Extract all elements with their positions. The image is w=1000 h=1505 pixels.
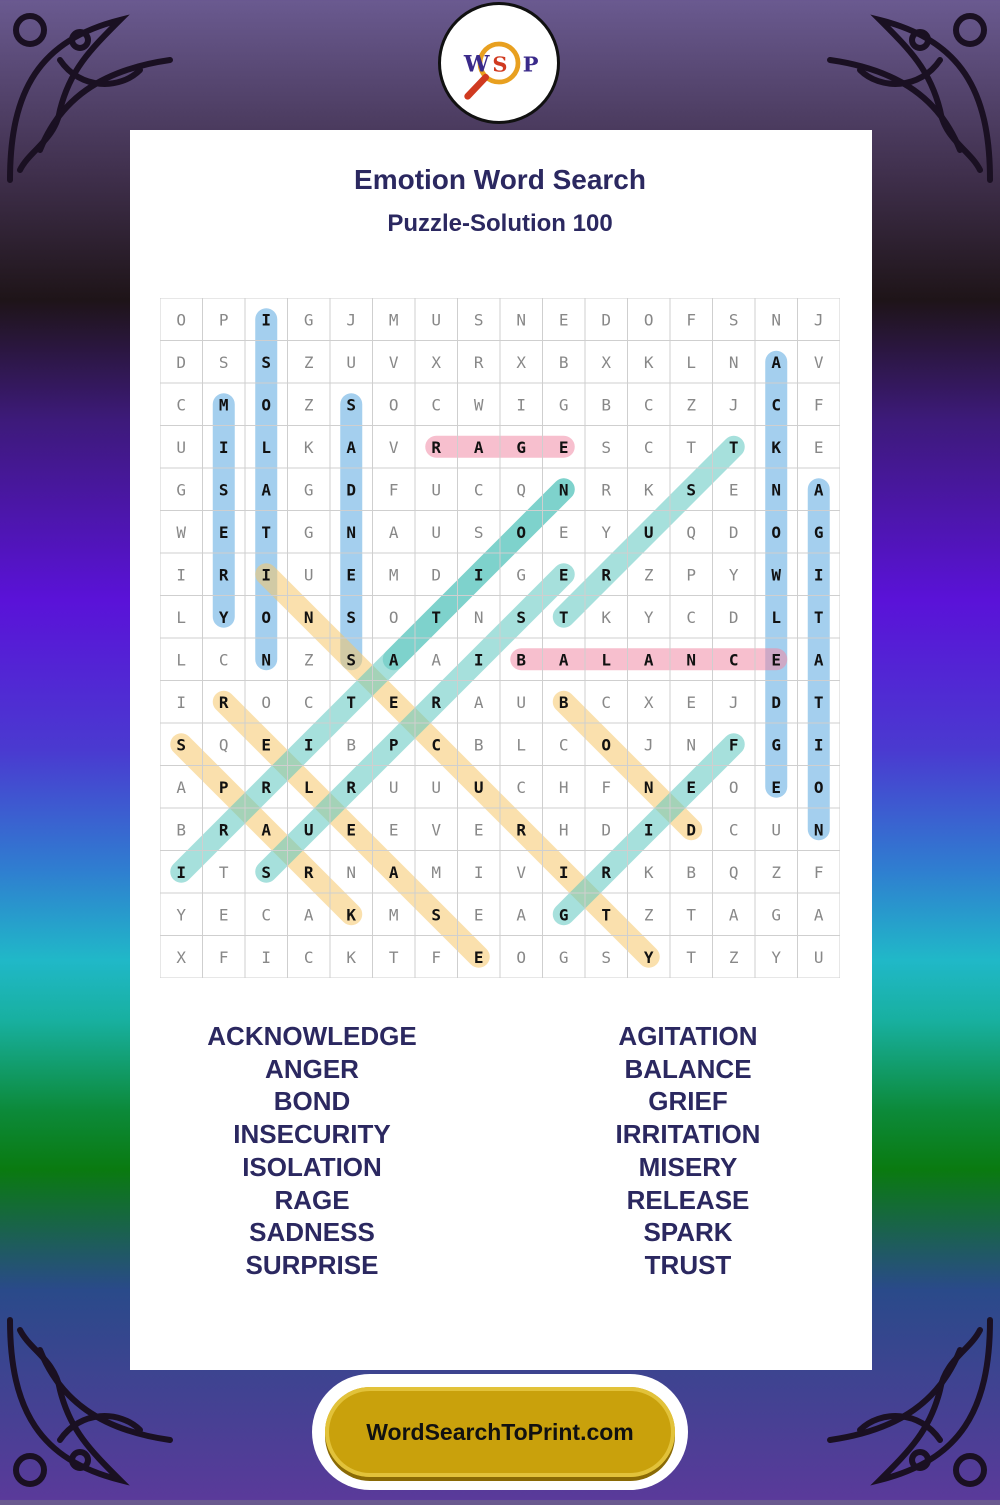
grid-letter: O	[261, 607, 272, 627]
grid-letter: G	[516, 437, 527, 457]
grid-letter: S	[728, 310, 739, 330]
word-list-item: GRIEF	[648, 1086, 728, 1117]
grid-letter: A	[558, 650, 569, 670]
grid-letter: R	[218, 820, 229, 840]
grid-letter: A	[431, 650, 442, 670]
grid-letter: D	[431, 565, 442, 585]
grid-letter: D	[601, 820, 612, 840]
grid-letter: Q	[728, 862, 739, 882]
grid-letter: C	[431, 735, 442, 755]
grid-letter: Q	[218, 735, 229, 755]
grid-letter: U	[303, 565, 314, 585]
grid-letter: A	[176, 777, 187, 797]
grid-letter: B	[516, 650, 527, 670]
grid-letter: B	[473, 735, 484, 755]
grid-letter: I	[303, 735, 314, 755]
grid-letter: S	[346, 607, 357, 627]
grid-letter: L	[516, 735, 527, 755]
grid-letter: X	[431, 352, 442, 372]
grid-letter: H	[558, 820, 569, 840]
grid-letter: N	[728, 352, 739, 372]
grid-letter: A	[771, 352, 782, 372]
grid-letter: V	[431, 820, 442, 840]
grid-letter: A	[261, 480, 272, 500]
word-list-item: INSECURITY	[233, 1119, 391, 1150]
grid-letter: W	[771, 565, 782, 585]
grid-letter: P	[218, 777, 229, 797]
grid-letter: I	[176, 565, 187, 585]
word-list-item: TRUST	[644, 1249, 732, 1280]
grid-letter: O	[261, 692, 272, 712]
grid-letter: R	[218, 565, 229, 585]
grid-letter: F	[813, 862, 824, 882]
grid-letter: P	[686, 565, 697, 585]
grid-letter: I	[261, 947, 272, 967]
grid-letter: C	[176, 395, 187, 415]
grid-letter: K	[346, 905, 357, 925]
grid-letter: T	[346, 692, 357, 712]
grid-letter: B	[686, 862, 697, 882]
grid-letter: O	[643, 310, 654, 330]
grid-letter: S	[218, 352, 229, 372]
grid-letter: U	[771, 820, 782, 840]
logo-letter-p: P	[522, 51, 539, 77]
word-list-item: AGITATION	[618, 1021, 758, 1051]
grid-letter: A	[388, 862, 399, 882]
grid-letter: M	[388, 310, 399, 330]
grid-letter: I	[261, 565, 272, 585]
grid-letter: R	[261, 777, 272, 797]
grid-letter: M	[431, 862, 442, 882]
grid-letter: D	[176, 352, 187, 372]
grid-letter: Z	[303, 395, 314, 415]
grid-letter: P	[388, 735, 399, 755]
grid-letter: L	[176, 650, 187, 670]
grid-letter: E	[346, 565, 357, 585]
grid-letter: O	[388, 395, 399, 415]
grid-letter: F	[813, 395, 824, 415]
grid-letter: N	[558, 480, 569, 500]
word-list-item: BALANCE	[624, 1053, 752, 1084]
grid-letter: Y	[728, 565, 739, 585]
grid-letter: K	[346, 947, 357, 967]
grid-letter: V	[516, 862, 527, 882]
grid-letter: O	[261, 395, 272, 415]
grid-letter: E	[473, 905, 484, 925]
grid-letter: G	[771, 735, 782, 755]
grid-letter: C	[261, 905, 272, 925]
grid-letter: E	[261, 735, 272, 755]
grid-letter: C	[303, 947, 314, 967]
grid-letter: R	[601, 862, 612, 882]
word-list-item: IRRITATION	[615, 1119, 761, 1150]
word-list-item: ISOLATION	[242, 1151, 382, 1182]
grid-letter: V	[388, 352, 399, 372]
grid-canvas	[160, 298, 840, 978]
grid-letter: R	[601, 565, 612, 585]
grid-letter: E	[558, 437, 569, 457]
grid-letter: S	[516, 607, 527, 627]
grid-letter: V	[813, 352, 824, 372]
grid-letter: C	[643, 437, 654, 457]
grid-letter: E	[218, 522, 229, 542]
grid-letter: X	[516, 352, 527, 372]
grid-letter: R	[346, 777, 357, 797]
grid-letter: L	[261, 437, 272, 457]
site-link-button[interactable]: WordSearchToPrint.com	[325, 1387, 675, 1477]
grid-letter: E	[771, 777, 782, 797]
grid-letter: S	[601, 947, 612, 967]
grid-letter: U	[176, 437, 187, 457]
grid-letter: E	[388, 820, 399, 840]
grid-letter: K	[643, 862, 654, 882]
grid-letter: D	[728, 607, 739, 627]
grid-letter: U	[813, 947, 824, 967]
grid-letter: R	[516, 820, 527, 840]
grid-letter: F	[218, 947, 229, 967]
grid-letter: G	[771, 905, 782, 925]
grid-letter: G	[303, 480, 314, 500]
grid-letter: S	[261, 352, 272, 372]
grid-letter: X	[643, 692, 654, 712]
grid-letter: C	[686, 607, 697, 627]
grid-letter: S	[601, 437, 612, 457]
grid-letter: W	[473, 395, 484, 415]
grid-letter: T	[558, 607, 569, 627]
grid-letter: D	[771, 692, 782, 712]
grid-letter: J	[813, 310, 824, 330]
grid-letter: A	[813, 480, 824, 500]
grid-letter: O	[516, 947, 527, 967]
grid-letter: U	[431, 522, 442, 542]
grid-letter: N	[516, 310, 527, 330]
grid-letter: A	[473, 437, 484, 457]
grid-letter: G	[516, 565, 527, 585]
grid-letter: O	[388, 607, 399, 627]
grid-letter: N	[686, 650, 697, 670]
grid-letter: D	[686, 820, 697, 840]
grid-letter: B	[601, 395, 612, 415]
grid-letter: N	[346, 862, 357, 882]
grid-letter: N	[813, 820, 824, 840]
grid-letter: E	[728, 480, 739, 500]
grid-letter: Z	[686, 395, 697, 415]
grid-letter: C	[558, 735, 569, 755]
grid-letter: N	[686, 735, 697, 755]
grid-letter: R	[431, 437, 442, 457]
grid-letter: I	[813, 735, 824, 755]
word-list-item: RELEASE	[626, 1184, 750, 1215]
grid-letter: Z	[303, 352, 314, 372]
grid-letter: T	[813, 692, 824, 712]
grid-letter: I	[516, 395, 527, 415]
grid-letter: S	[346, 395, 357, 415]
grid-letter: U	[473, 777, 484, 797]
grid-letter: P	[218, 310, 229, 330]
grid-letter: K	[303, 437, 314, 457]
grid-letter: F	[388, 480, 399, 500]
grid-letter: Z	[303, 650, 314, 670]
grid-letter: O	[771, 522, 782, 542]
grid-letter: K	[643, 480, 654, 500]
grid-letter: C	[431, 395, 442, 415]
grid-letter: U	[431, 310, 442, 330]
grid-letter: L	[176, 607, 187, 627]
grid-letter: U	[643, 522, 654, 542]
grid-letter: A	[346, 437, 357, 457]
grid-letter: D	[346, 480, 357, 500]
grid-letter: E	[771, 650, 782, 670]
grid-letter: C	[601, 692, 612, 712]
logo-letter-w: W	[463, 51, 490, 78]
grid-letter: Y	[643, 607, 654, 627]
grid-letter: U	[346, 352, 357, 372]
grid-letter: J	[728, 692, 739, 712]
grid-letter: Y	[771, 947, 782, 967]
magnifier-logo-icon	[441, 5, 557, 121]
grid-letter: L	[686, 352, 697, 372]
grid-letter: C	[643, 395, 654, 415]
grid-letter: I	[473, 862, 484, 882]
grid-letter: E	[558, 565, 569, 585]
grid-letter: U	[388, 777, 399, 797]
grid-letter: A	[728, 905, 739, 925]
grid-letter: G	[558, 947, 569, 967]
grid-letter: J	[643, 735, 654, 755]
grid-letter: Q	[686, 522, 697, 542]
grid-letter: E	[473, 820, 484, 840]
grid-letter: T	[813, 607, 824, 627]
grid-letter: I	[176, 862, 187, 882]
grid-letter: A	[388, 650, 399, 670]
grid-letter: E	[813, 437, 824, 457]
grid-letter: L	[771, 607, 782, 627]
grid-letter: T	[686, 905, 697, 925]
page-title: Emotion Word Search	[354, 164, 646, 195]
grid-letter: Z	[771, 862, 782, 882]
grid-letter: C	[218, 650, 229, 670]
grid-letter: F	[601, 777, 612, 797]
grid-letter: U	[516, 692, 527, 712]
grid-letter: N	[771, 310, 782, 330]
grid-letter: O	[813, 777, 824, 797]
logo-letter-s: S	[492, 51, 508, 77]
grid-letter: R	[218, 692, 229, 712]
word-list-item: ACKNOWLEDGE	[207, 1021, 417, 1051]
grid-letter: U	[303, 820, 314, 840]
grid-letter: V	[388, 437, 399, 457]
grid-letter: S	[431, 905, 442, 925]
grid-letter: M	[218, 395, 229, 415]
grid-letter: I	[176, 692, 187, 712]
grid-letter: K	[643, 352, 654, 372]
page-subtitle: Puzzle-Solution 100	[387, 210, 613, 237]
grid-letter: E	[388, 692, 399, 712]
grid-letter: O	[516, 522, 527, 542]
grid-letter: I	[558, 862, 569, 882]
grid-letter: Q	[516, 480, 527, 500]
grid-letter: T	[388, 947, 399, 967]
grid-letter: D	[601, 310, 612, 330]
word-search-grid	[160, 298, 840, 978]
grid-letter: I	[218, 437, 229, 457]
grid-letter: B	[558, 352, 569, 372]
grid-letter: L	[303, 777, 314, 797]
grid-letter: T	[218, 862, 229, 882]
grid-letter: E	[686, 777, 697, 797]
grid-letter: M	[388, 905, 399, 925]
grid-letter: C	[473, 480, 484, 500]
grid-letter: B	[346, 735, 357, 755]
word-list-item: RAGE	[274, 1184, 350, 1215]
grid-letter: T	[431, 607, 442, 627]
grid-letter: C	[771, 395, 782, 415]
grid-letter: E	[346, 820, 357, 840]
grid-letter: K	[771, 437, 782, 457]
grid-letter: A	[303, 905, 314, 925]
grid-letter: Y	[176, 905, 187, 925]
grid-letter: U	[431, 480, 442, 500]
grid-letter: Y	[601, 522, 612, 542]
grid-letter: B	[176, 820, 187, 840]
grid-letter: F	[686, 310, 697, 330]
grid-letter: X	[601, 352, 612, 372]
grid-letter: Z	[643, 565, 654, 585]
word-list-item: SPARK	[643, 1217, 733, 1248]
grid-letter: G	[303, 310, 314, 330]
grid-letter: U	[431, 777, 442, 797]
grid-letter: G	[176, 480, 187, 500]
grid-letter: B	[558, 692, 569, 712]
grid-letter: R	[431, 692, 442, 712]
grid-letter: N	[771, 480, 782, 500]
grid-letter: T	[728, 437, 739, 457]
grid-letter: T	[686, 437, 697, 457]
grid-letter: K	[601, 607, 612, 627]
word-list-item: SADNESS	[249, 1217, 375, 1248]
grid-letter: C	[516, 777, 527, 797]
grid-letter: N	[643, 777, 654, 797]
grid-letter: R	[303, 862, 314, 882]
grid-letter: A	[261, 820, 272, 840]
grid-letter: M	[388, 565, 399, 585]
grid-letter: F	[728, 735, 739, 755]
grid-letter: W	[176, 522, 187, 542]
grid-letter: G	[303, 522, 314, 542]
grid-letter: C	[728, 820, 739, 840]
grid-letter: T	[261, 522, 272, 542]
grid-letter: N	[473, 607, 484, 627]
grid-letter: S	[686, 480, 697, 500]
word-list-item: MISERY	[638, 1151, 738, 1182]
grid-letter: E	[558, 522, 569, 542]
grid-letter: Z	[728, 947, 739, 967]
grid-letter: S	[261, 862, 272, 882]
grid-letter: R	[601, 480, 612, 500]
grid-letter: A	[516, 905, 527, 925]
grid-letter: T	[601, 905, 612, 925]
grid-letter: Y	[218, 607, 229, 627]
grid-letter: O	[601, 735, 612, 755]
grid-letter: R	[473, 352, 484, 372]
grid-letter: O	[728, 777, 739, 797]
grid-letter: I	[261, 310, 272, 330]
grid-letter: C	[303, 692, 314, 712]
grid-letter: E	[473, 947, 484, 967]
grid-letter: S	[473, 522, 484, 542]
grid-letter: A	[473, 692, 484, 712]
grid-letter: G	[558, 395, 569, 415]
grid-letter: N	[303, 607, 314, 627]
grid-letter: J	[728, 395, 739, 415]
word-list-item: SURPRISE	[245, 1249, 379, 1280]
grid-letter: I	[473, 650, 484, 670]
grid-letter: F	[431, 947, 442, 967]
grid-letter: O	[176, 310, 187, 330]
grid-letter: A	[388, 522, 399, 542]
grid-letter: A	[643, 650, 654, 670]
grid-letter: C	[728, 650, 739, 670]
grid-letter: S	[473, 310, 484, 330]
grid-letter: N	[346, 522, 357, 542]
grid-letter: Y	[643, 947, 654, 967]
grid-letter: Z	[643, 905, 654, 925]
grid-letter: T	[686, 947, 697, 967]
grid-letter: S	[218, 480, 229, 500]
site-logo[interactable]	[438, 2, 560, 124]
grid-letter: E	[218, 905, 229, 925]
grid-letter: A	[813, 905, 824, 925]
grid-letter: I	[473, 565, 484, 585]
word-list-right	[538, 1020, 838, 1282]
grid-letter: I	[813, 565, 824, 585]
grid-letter: X	[176, 947, 187, 967]
grid-letter: G	[558, 905, 569, 925]
grid-letter: J	[346, 310, 357, 330]
word-list-item: BOND	[273, 1086, 351, 1117]
grid-letter: D	[728, 522, 739, 542]
grid-letter: I	[643, 820, 654, 840]
grid-letter: E	[686, 692, 697, 712]
grid-letter: A	[813, 650, 824, 670]
word-list-left	[162, 1020, 462, 1282]
grid-letter: G	[813, 522, 824, 542]
grid-letter: E	[558, 310, 569, 330]
grid-letter: S	[346, 650, 357, 670]
grid-letter: S	[176, 735, 187, 755]
grid-letter: N	[261, 650, 272, 670]
grid-letter: H	[558, 777, 569, 797]
word-list-item: ANGER	[265, 1053, 359, 1084]
grid-letter: L	[601, 650, 612, 670]
